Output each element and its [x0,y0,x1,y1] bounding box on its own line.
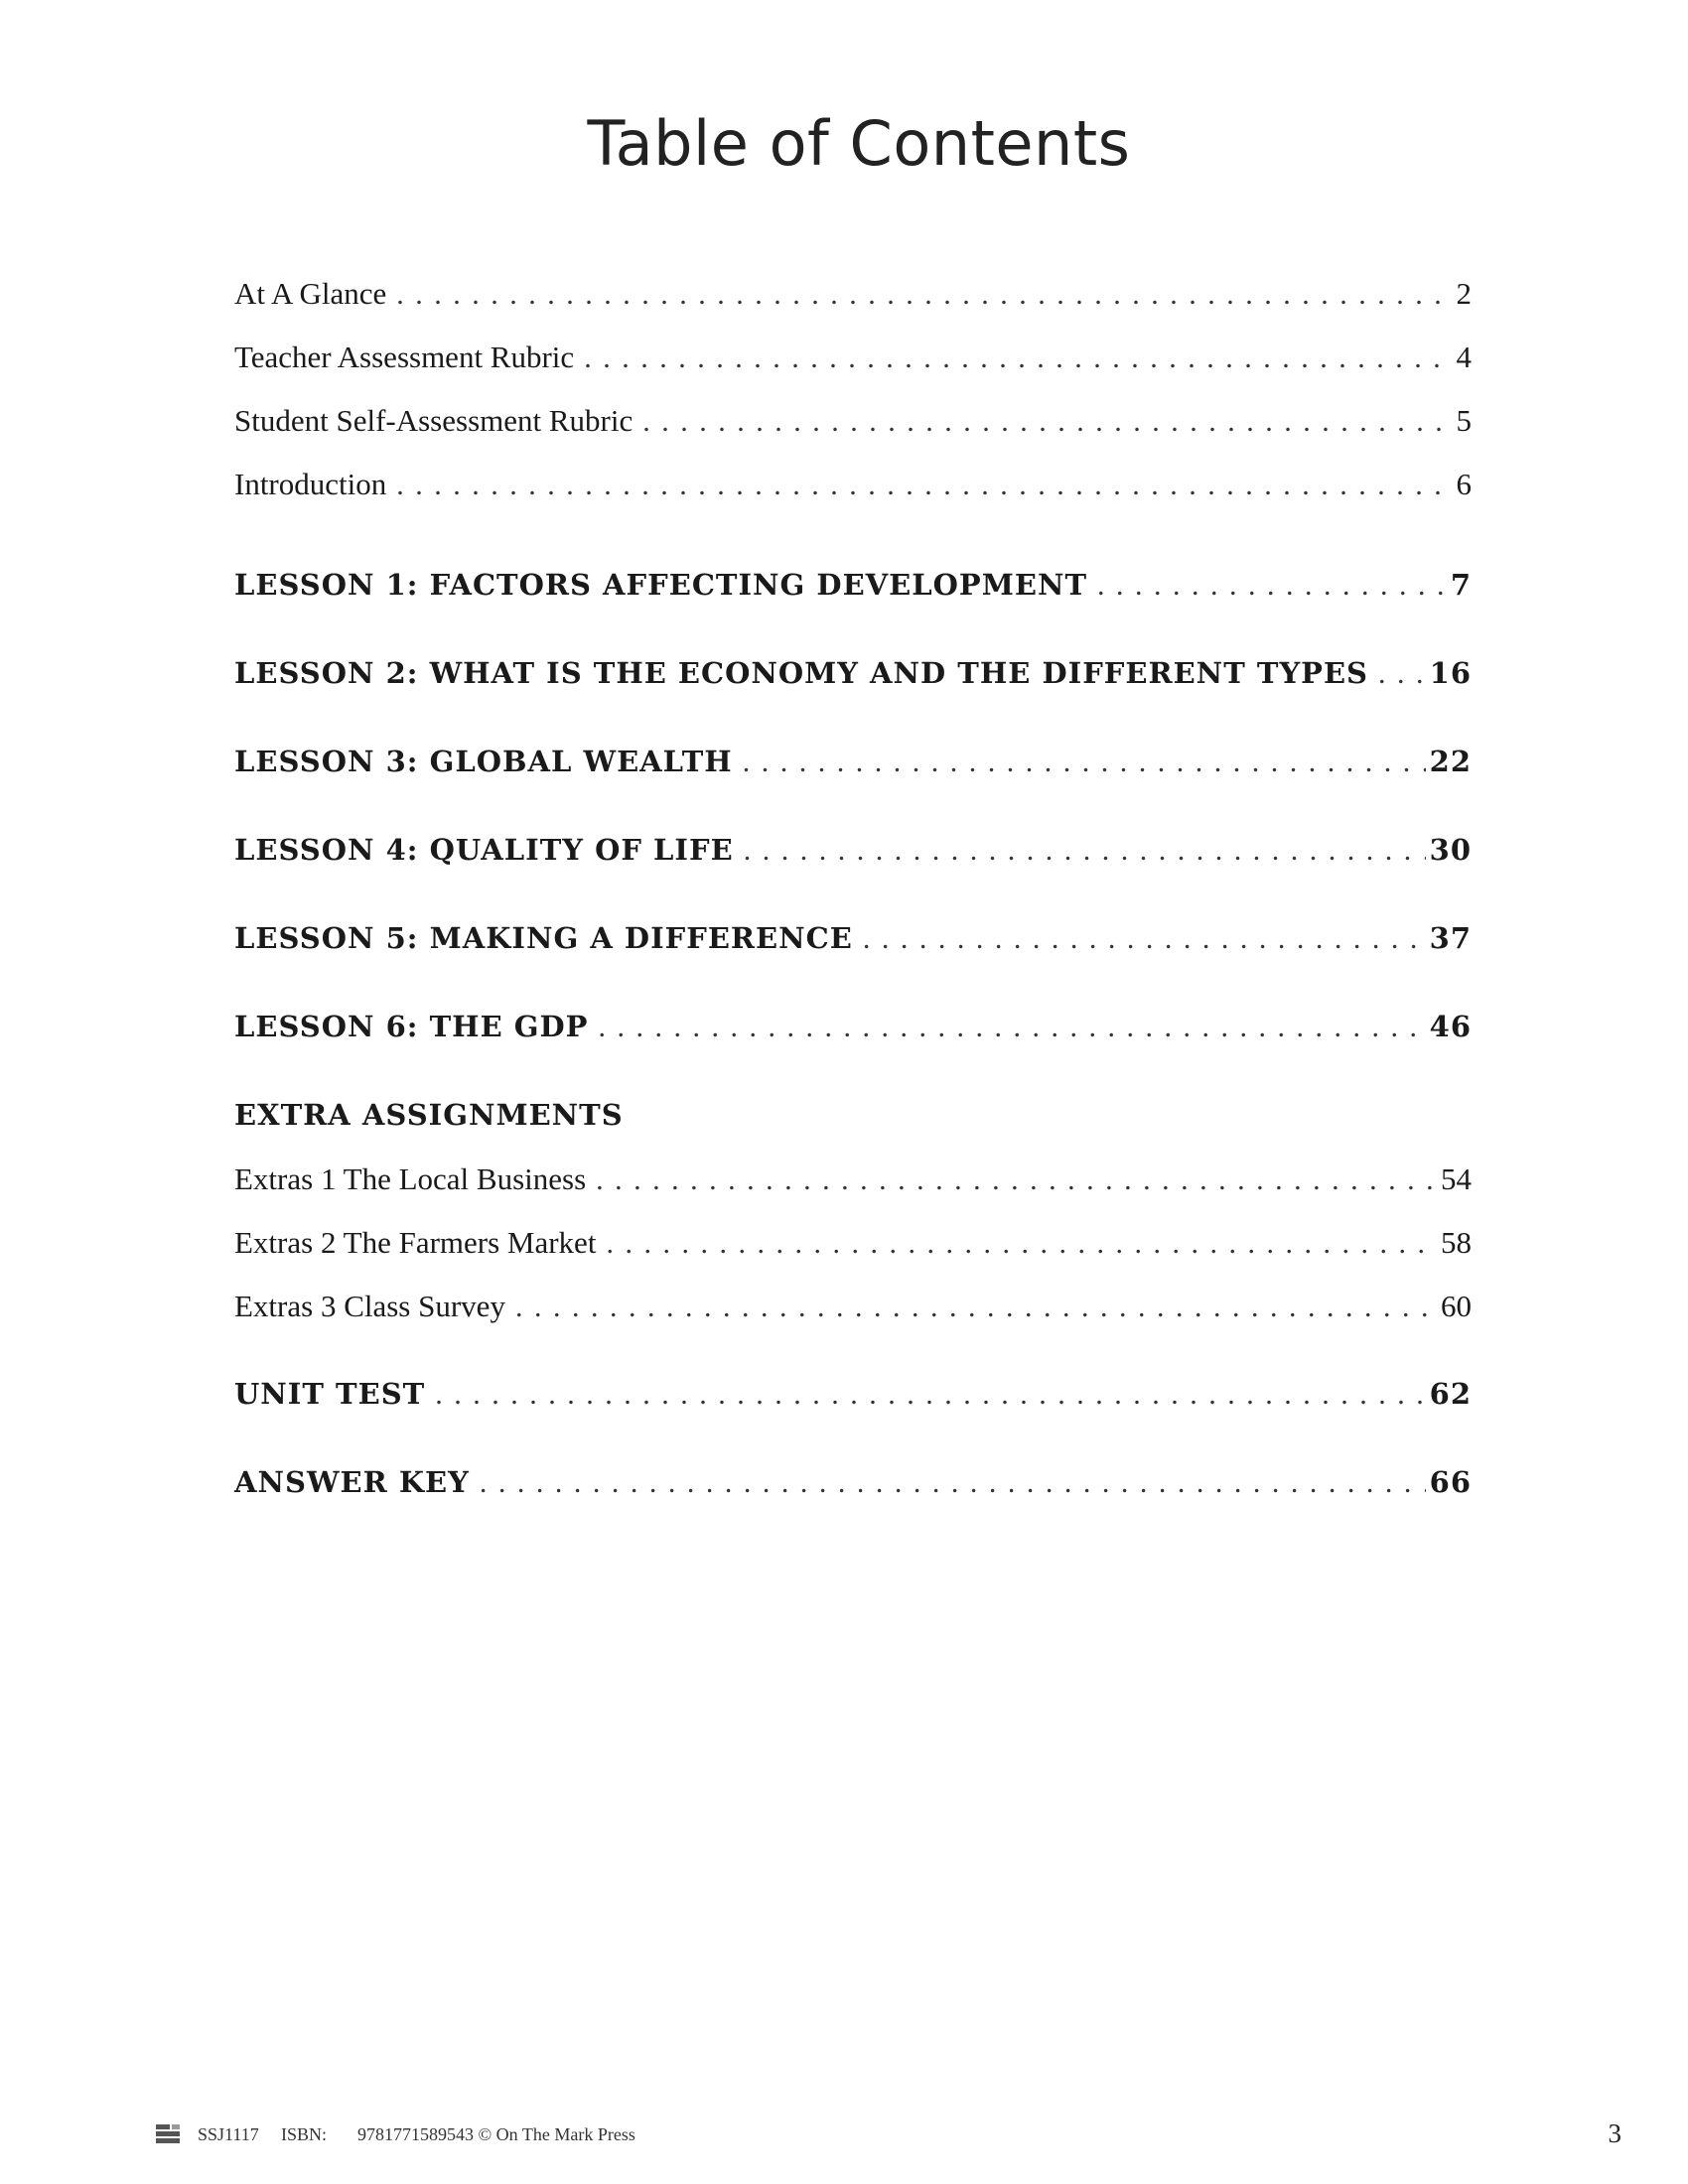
toc-entry-lesson-2[interactable] [234,656,1472,691]
isbn-copyright: 9781771589543 © On The Mark Press [357,2124,635,2144]
toc-entry-page: 6 [1456,467,1472,501]
toc-entry-page: 16 [1429,656,1472,690]
toc-entry-label: LESSON 1: FACTORS AFFECTING DEVELOPMENT [234,568,1088,602]
dot-leader [515,1291,1437,1324]
toc-entry-label: LESSON 5: MAKING A DIFFERENCE [234,921,853,955]
toc-entry-at-a-glance[interactable] [234,276,1472,312]
toc-entry-label: Extras 2 The Farmers Market [234,1225,597,1260]
page-footer [154,2118,1621,2158]
toc-entry-unit-test[interactable] [234,1377,1472,1412]
toc-entry-extras-2[interactable] [234,1225,1472,1261]
toc-entry-label: LESSON 6: THE GDP [234,1010,589,1043]
dot-leader [1097,569,1447,603]
toc-entry-page: 4 [1456,340,1472,374]
toc-entry-lesson-5[interactable] [234,921,1472,956]
toc-entry-label: Extras 3 Class Survey [234,1289,505,1323]
dot-leader [435,1378,1425,1412]
toc-entry-page: 58 [1441,1225,1472,1260]
toc-entry-page: 54 [1441,1161,1472,1196]
toc-entry-label: LESSON 2: WHAT IS THE ECONOMY AND THE DIFFERENT TYPES [234,656,1369,690]
toc-entry-page: 62 [1429,1377,1472,1411]
toc-entry-page: 60 [1441,1289,1472,1323]
toc-entry-extras-3[interactable] [234,1289,1472,1324]
dot-leader [584,341,1452,375]
page-number: 3 [1608,2118,1621,2148]
toc-entry-page: 2 [1456,276,1472,311]
toc-entry-page: 37 [1429,921,1472,955]
toc-entry-page: 46 [1429,1010,1472,1043]
toc-entry-lesson-4[interactable] [234,833,1472,868]
toc-entry-label: Teacher Assessment Rubric [234,340,575,374]
section-heading-extra-assignments: EXTRA ASSIGNMENTS [234,1098,624,1132]
toc-entry-label: LESSON 4: QUALITY OF LIFE [234,833,734,867]
publisher-logo-icon [154,2122,182,2148]
toc-entry-label: Extras 1 The Local Business [234,1161,587,1196]
product-code: SSJ1117 [198,2124,259,2144]
toc-entry-label: LESSON 3: GLOBAL WEALTH [234,745,733,778]
toc-entry-lesson-3[interactable] [234,745,1472,779]
toc-entry-page: 5 [1456,403,1472,438]
page-title: Table of Contents [587,107,1131,180]
dot-leader [863,922,1426,956]
dot-leader [642,405,1452,439]
toc-entry-student-self-assessment-rubric[interactable] [234,403,1472,439]
dot-leader [744,834,1426,868]
toc-entry-page: 22 [1429,745,1472,778]
toc-entry-answer-key[interactable] [234,1465,1472,1500]
dot-leader [396,278,1452,312]
dot-leader [606,1227,1437,1261]
toc-entry-label: ANSWER KEY [234,1465,470,1499]
dot-leader [743,746,1426,779]
toc-entry-page: 66 [1429,1465,1472,1499]
toc-entry-label: Student Self-Assessment Rubric [234,403,633,438]
dot-leader [480,1466,1426,1500]
toc-entry-teacher-assessment-rubric[interactable] [234,340,1472,375]
toc-entry-lesson-6[interactable] [234,1010,1472,1044]
dot-leader [596,1163,1437,1197]
toc-entry-label: Introduction [234,467,387,501]
toc-entry-label: At A Glance [234,276,387,311]
toc-entry-introduction[interactable] [234,467,1472,502]
dot-leader [1378,657,1426,691]
toc-entry-extras-1[interactable] [234,1161,1472,1197]
toc-entry-page: 30 [1429,833,1472,867]
toc-entry-page: 7 [1450,568,1472,602]
isbn-label: ISBN: [281,2124,328,2144]
toc-entry-lesson-1[interactable] [234,568,1472,603]
toc-entry-label: UNIT TEST [234,1377,426,1411]
dot-leader [599,1011,1426,1044]
dot-leader [396,469,1452,502]
